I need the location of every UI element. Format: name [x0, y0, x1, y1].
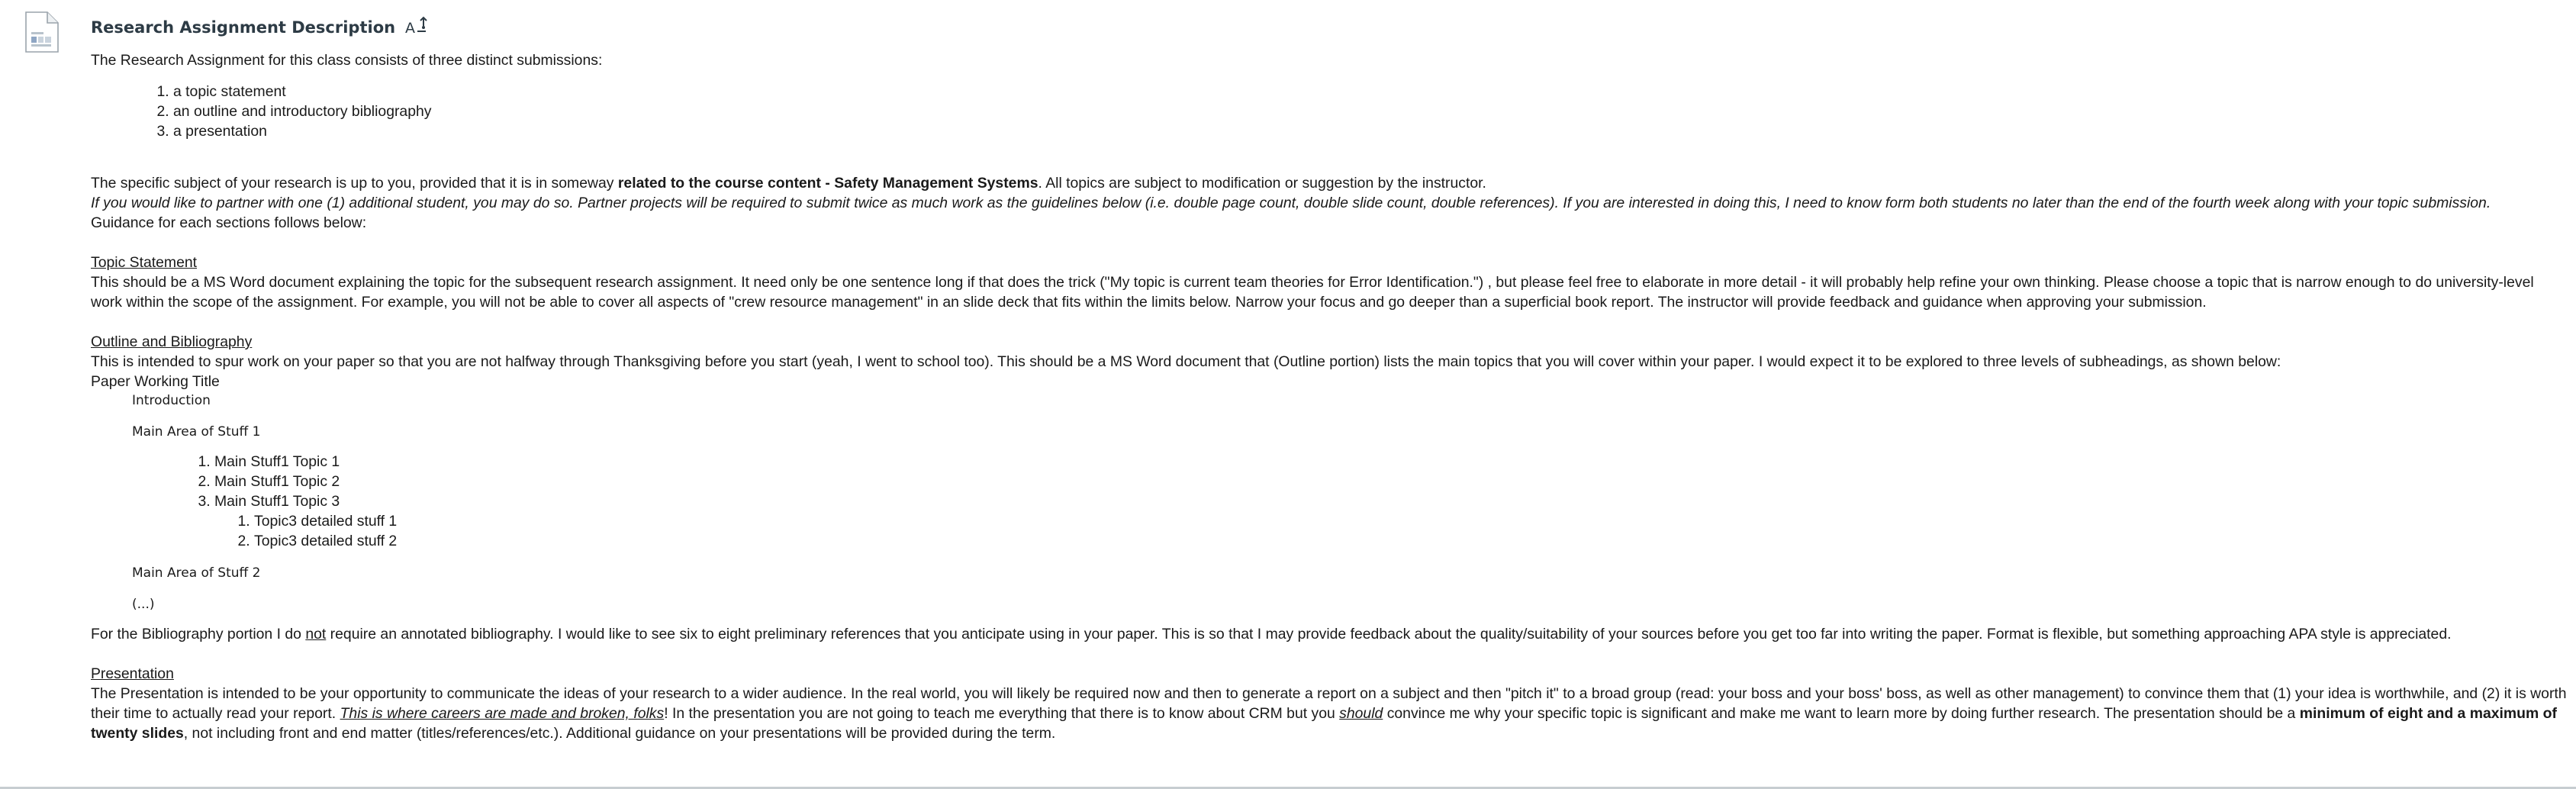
detailed-stuff-list [214, 511, 2567, 551]
page-header [91, 15, 2567, 40]
outline-ellipsis: (...) [132, 597, 155, 612]
list-item: 3. a presentation [173, 121, 2567, 141]
bibliography-paragraph: For the Bibliography portion I do not require an annotated bibliography. I would like to see six to eight preliminary references that you anticipate using in your paper. This is so that I may provide feedback about the quality/suitability of your sources before you get too far into writing the paper. Format is flexible, but something approaching APA style is appreciated. [91, 626, 2452, 642]
list-item: 1. Topic3 detailed stuff 1 [254, 511, 2567, 531]
document-icon [24, 11, 60, 53]
topic-statement-body: This should be a MS Word document explaining the topic for the subsequent research assignment. It need only be one sentence long if that does the trick ("My topic is current team theories for Error Identification.") , but please feel free to elaborate in more detail - it will probably help refine your own thinking. Please choose a topic that is narrow enough to do university-level work within the scope of the assignment. For example, you will not be able to cover all aspects of "crew resource management" in an slide deck that fits within the limits below. Narrow your focus and go deeper than a superficial book report. The instructor will provide feedback and guidance when approving your submission. [91, 274, 2534, 311]
list-item: 1. Main Stuff1 Topic 1 [214, 452, 2567, 472]
list-item: 1. a topic statement [173, 82, 2567, 101]
page-title: Research Assignment Description [91, 18, 396, 37]
intro-text: The Research Assignment for this class consists of three distinct submissions: [91, 52, 603, 69]
paper-working-title: Paper Working Title [91, 373, 220, 390]
presentation-body: The Presentation is intended to be your opportunity to communicate the ideas of your research to a wider audience. In the real world, you will likely be required now and then to generate a report on a subject and then "pitch it" to a broad group (read: your boss and your boss' boss, as well as other management) to convince them that (1) your idea is worthwhile, and (2) it is worth their time to actually read your report. This is where careers are made and broken, folks! In the presentation you are not going to teach me everything that there is to know about CRM but you should convince me why your specific topic is significant and make me want to learn more by doing further research. The presentation should be a minimum of eight and a maximum of twenty slides, not including front and end matter (titles/references/etc.). Additional guidance on your presentations will be provided during the term. [91, 685, 2567, 742]
stuff-topics-list [91, 452, 2567, 551]
assignment-content [91, 15, 2567, 743]
list-item: 3. Main Stuff1 Topic 3 1. Topic3 detailed stuff 1 2. Topic3 detailed stuff 2 [214, 491, 2567, 551]
partner-note: If you would like to partner with one (1) additional student, you may do so. Partner projects will be required to submit twice as much work as the guidelines below (i.e. double page count, double slide count, double references). If you are interested in doing this, I need to know form both students no later than the end of the fourth week along with your topic submission. [91, 195, 2491, 211]
list-item: 2. an outline and introductory bibliography [173, 101, 2567, 121]
subject-paragraph: The specific subject of your research is up to you, provided that it is in someway related to the course content - Safety Management Systems. All topics are subject to modification or suggestion by the instructor. [91, 175, 1486, 192]
list-item: 2. Topic3 detailed stuff 2 [254, 531, 2567, 551]
submissions-list [91, 82, 2567, 141]
topic-statement-heading: Topic Statement [91, 254, 198, 271]
immersive-reader-icon[interactable] [404, 16, 429, 39]
outline-heading: Outline and Bibliography [91, 333, 253, 350]
outline-main-area-1: Main Area of Stuff 1 [132, 424, 261, 440]
outline-introduction: Introduction [132, 393, 211, 408]
presentation-heading: Presentation [91, 665, 174, 682]
outline-body: This is intended to spur work on your paper so that you are not halfway through Thanksgiving before you start (yeah, I went to school too). This should be a MS Word document that (Outline portion) lists the main topics that you will cover within your paper. I would expect it to be explored to three levels of subheadings, as shown below: [91, 353, 2281, 370]
guidance-text: Guidance for each sections follows below: [91, 214, 367, 231]
outline-main-area-2: Main Area of Stuff 2 [132, 565, 261, 581]
list-item: 2. Main Stuff1 Topic 2 [214, 472, 2567, 491]
svg-text:A: A [405, 20, 416, 37]
